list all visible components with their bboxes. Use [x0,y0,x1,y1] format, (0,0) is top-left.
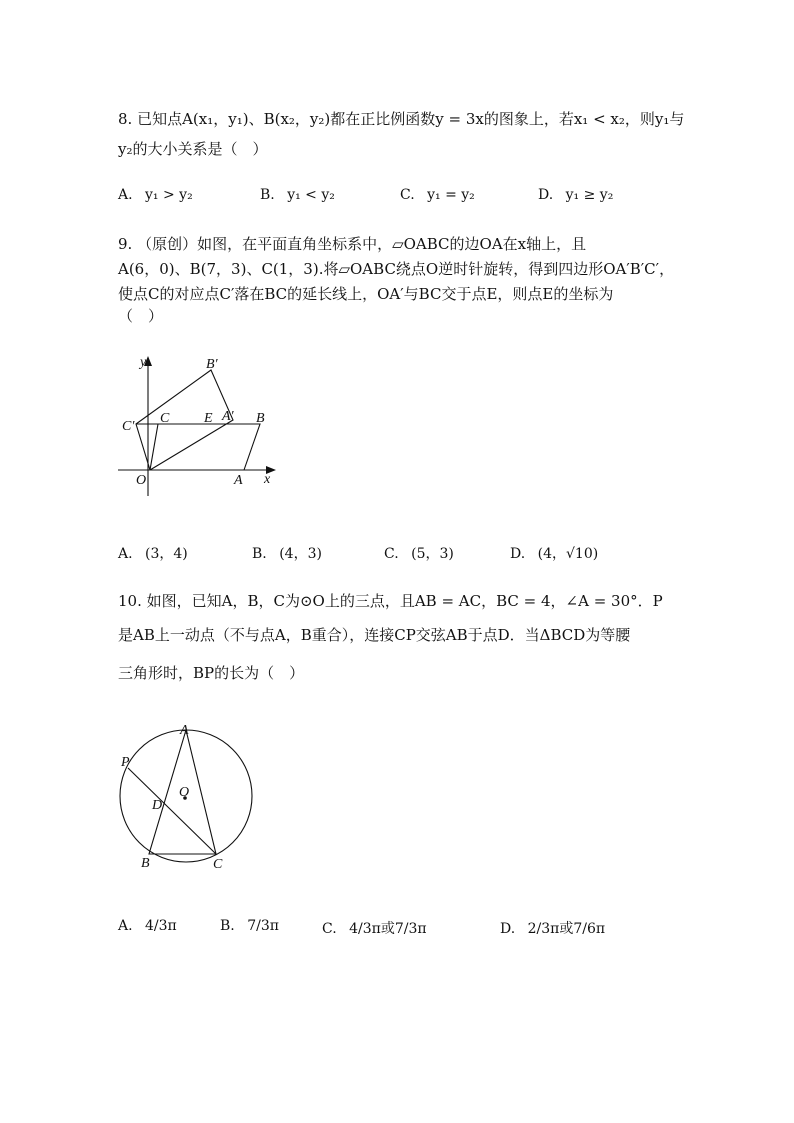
q8-option-a[interactable] [118,187,193,203]
option-label: D. [510,546,526,562]
q8-line1: 8. 已知点A(x₁，y₁)、B(x₂，y₂)都在正比例函数y = 3x的图象上，若x₁ < x₂，则y₁与 [118,110,685,128]
option-label: A. [118,918,133,934]
label-o: O [179,785,190,800]
option-text: (4，√10) [537,546,599,562]
label-c: C [213,857,223,872]
option-text: (4，3) [279,546,322,562]
option-text: 4/3π或7/3π [349,921,427,937]
option-label: B. [252,546,267,562]
q10-option-a[interactable] [118,918,177,934]
q9-line1: 9. （原创）如图，在平面直角坐标系中，▱OABC的边OA在x轴上，且 [118,235,587,253]
label-p: P [121,755,130,770]
label-b: B [141,856,150,871]
parallelogram-oabc [150,424,260,470]
q8-option-d[interactable] [538,187,613,203]
q9-line4: （ ） [118,307,164,325]
q10-line1: 10. 如图，已知A，B，C为⊙O上的三点，且AB = AC，BC = 4，∠A = 30°．P [118,592,663,610]
label-e: E [204,411,213,426]
label-a-prime: A′ [222,409,234,424]
option-text: (3，4) [145,546,188,562]
option-label: C. [384,546,399,562]
option-label: B. [260,187,275,203]
option-label: A. [118,546,133,562]
label-y: y [140,355,147,370]
option-text: 7/3π [247,918,279,934]
q9-line2: A(6，0)、B(7，3)、C(1，3).将▱OABC绕点O逆时针旋转，得到四边形OA′B′C′， [118,260,675,278]
label-d: D [152,798,163,813]
line-cp [128,768,216,854]
option-label: C. [400,187,415,203]
q10-line3: 三角形时，BP的长为（ ） [118,664,305,682]
label-b: B [256,411,265,426]
option-text: (5，3) [411,546,454,562]
option-label: B. [220,918,235,934]
q9-option-c[interactable] [384,543,454,563]
label-c: C [160,411,170,426]
q9-option-a[interactable] [118,543,188,563]
option-label: A. [118,187,133,203]
q9-line3: 使点C的对应点C′落在BC的延长线上，OA′与BC交于点E，则点E的坐标为 [118,285,614,303]
q10-option-d[interactable] [500,918,605,938]
q9-figure [110,348,290,498]
option-label: D. [538,187,554,203]
label-a: A [234,473,243,488]
option-text: y₁ < y₂ [287,187,335,203]
option-label: C. [322,921,337,937]
option-label: D. [500,921,516,937]
q9-option-d[interactable] [510,543,598,563]
q8-option-c[interactable] [400,187,475,203]
q10-option-c[interactable] [322,918,427,938]
q10-line2: 是AB上一动点（不与点A，B重合），连接CP交弦AB于点D．当ΔBCD为等腰 [118,626,631,644]
option-text: y₁ > y₂ [145,187,193,203]
option-text: y₁ ≥ y₂ [565,187,614,203]
q8-option-b[interactable] [260,187,335,203]
option-text: y₁ = y₂ [427,187,475,203]
q10-option-b[interactable] [220,918,279,934]
label-x: x [264,472,271,487]
label-b-prime: B′ [206,357,218,372]
option-text: 4/3π [145,918,177,934]
q9-option-b[interactable] [252,543,322,563]
label-o: O [136,473,147,488]
q10-figure [110,720,270,872]
option-text: 2/3π或7/6π [527,921,606,937]
quadrilateral-oapbpcp [136,370,233,470]
label-a: A [180,723,189,738]
q8-line2: y₂的大小关系是（ ） [118,140,268,158]
label-c-prime: C′ [122,419,135,434]
